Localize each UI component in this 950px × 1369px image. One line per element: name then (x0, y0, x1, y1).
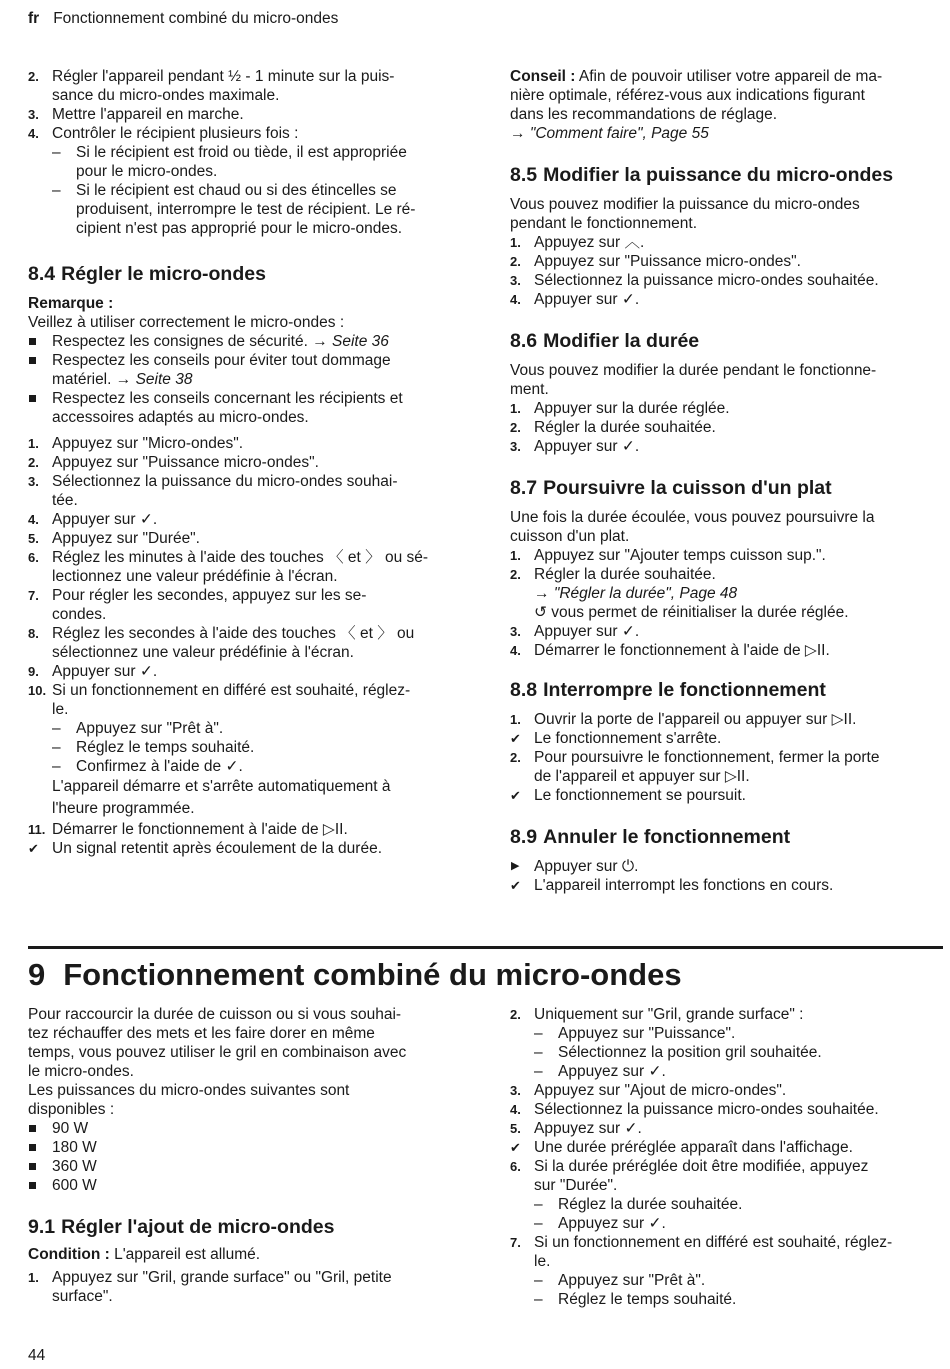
step-2: 2. Régler la durée souhaitée. → "Régler la durée", Page 48 ↺ vous permet de réinitialiser la durée réglée. (510, 566, 849, 621)
chevron-right-icon: 〉 (365, 549, 381, 566)
step-3: 3. Sélectionnez la puissance du micro-ondes souhai- tée. (28, 473, 398, 509)
step-7: 7. Si un fonctionnement en différé est souhaité, réglez- le. (510, 1234, 893, 1270)
result-item: ✔ L'appareil interrompt les fonctions en cours. (510, 877, 834, 894)
start-pause-icon: ▷II (322, 821, 344, 838)
header-title: Fonctionnement combiné du micro-ondes (53, 10, 339, 27)
start-pause-icon: ▷II (724, 768, 746, 785)
page-number: 44 (28, 1347, 46, 1364)
step-5: 5. Appuyez sur ✓. (510, 1120, 642, 1137)
page-header (28, 9, 338, 28)
step-2: 2. Régler la durée souhaitée. (510, 419, 716, 436)
check-icon: ✓ (139, 511, 153, 528)
chapter-divider (28, 946, 943, 949)
left-column (28, 67, 458, 858)
sub-item: – Appuyez sur "Puissance". (534, 1025, 736, 1042)
bullet-item: Respectez les conseils pour éviter tout dommage matériel. → Seite 38 (28, 351, 458, 389)
sub-item: – Réglez le temps souhaité. (52, 739, 255, 756)
reset-icon: ↺ (534, 604, 547, 621)
start-pause-icon: ▷II (804, 642, 826, 659)
check-icon: ✓ (225, 758, 239, 775)
step-4: 4. Appuyer sur ✓. (510, 291, 640, 308)
tick-result-icon: ✔ (510, 1140, 521, 1155)
step-3: 3. Appuyer sur ✓. (510, 438, 640, 455)
square-bullet-icon (29, 395, 36, 402)
step-1: 1. Appuyez sur "Gril, grande surface" ou "Gril, petite surface". (28, 1269, 392, 1305)
right-column: Conseil : Afin de pouvoir utiliser votre appareil de ma- nière optimale, référez-vous aux indications figurant dans les recommandations de réglage. → "Comment faire", Page 55 8.5 Modifier la puissance du micro-ondes Vous pouvez modifier la puissance du micro-ondes pendant le fonctionnement. 1. Appuyez sur ︿. 2. Appuyez sur "Puissance micro-ondes". 3. Sélectionnez la puissance micro-ondes souhaitée. 4. Appuyer sur ✓. 8.6 Modifier la durée Vous pouvez modifier la durée pendant le fonctionne- ment. 1. Appuyer sur la durée réglée. 2. Régler la durée souhaitée. 3. Appuyer sur ✓. 8.7 Poursuivre la cuisson d'un plat Une fois la durée écoulée, vous pouvez poursuivre la cuisson d'un plat. 1. Appuyez sur "Ajouter temps cuisson sup.". 2. Régler la durée souhaitée. → "Régler la durée", Page 48 ↺ vous permet de réinitialiser la durée réglée. 3. Appuyer sur ✓. 4. Démarrer le fonctionnement à l'aide de ▷II. 8.8 Interrompre le fonctionnement 1. Ouvrir la porte de l'appareil ou appuyer sur ▷II. ✔ Le fonctionnement s'arrête. 2. Pour poursuivre le fonctionnement, fermer la porte de l'appareil et appuyer sur ▷II. ✔ Le fonctionnement se poursuit. 8.9 Annuler le fonctionnement ▶ Appuyer sur ⏻. ✔ L'appareil interrompt les fonctions en cours. (510, 67, 930, 895)
sub-item: – Si le récipient est froid ou tiède, il est appropriée pour le micro-ondes. (52, 144, 407, 180)
section-heading-8-5: 8.5 Modifier la puissance du micro-ondes (510, 164, 894, 186)
tick-result-icon: ✔ (510, 731, 521, 746)
sub-item: – Sélectionnez la position gril souhaitée. (534, 1044, 822, 1061)
square-bullet-icon (29, 338, 36, 345)
power-icon: ⏻ (621, 858, 635, 875)
step-2: 2. Appuyez sur "Puissance micro-ondes". (510, 253, 801, 270)
step-8: 8. Réglez les secondes à l'aide des touches 〈 et 〉 ou sélectionnez une valeur prédéfinie à l'écran. (28, 625, 415, 661)
step-3: 3. Appuyez sur "Ajout de micro-ondes". (510, 1082, 787, 1099)
cross-reference-link[interactable]: "Comment faire", Page 55 (529, 125, 709, 142)
check-icon: ✓ (621, 623, 635, 640)
square-bullet-icon (29, 357, 36, 364)
square-bullet-icon (29, 1182, 36, 1189)
arrow-right-icon: → (534, 585, 554, 602)
start-pause-icon: ▷II (831, 711, 853, 728)
step-2: 2. Régler l'appareil pendant ½ - 1 minute sur la puis- sance du micro-ondes maximale. (28, 68, 395, 104)
result-item: ✔ Une durée préréglée apparaît dans l'affichage. (510, 1139, 853, 1156)
check-icon: ✓ (624, 1120, 638, 1137)
section-heading-8-7: 8.7 Poursuivre la cuisson d'un plat (510, 477, 832, 499)
step-2: 2. Uniquement sur "Gril, grande surface" : (510, 1006, 804, 1023)
step-4: 4. Démarrer le fonctionnement à l'aide de ▷II. (510, 642, 830, 659)
square-bullet-icon (29, 1163, 36, 1170)
step-4: 4. Appuyer sur ✓. (28, 511, 158, 528)
action-item: ▶ Appuyer sur ⏻. (511, 858, 639, 875)
check-icon: ✓ (621, 438, 635, 455)
section-heading-8-9: 8.9 Annuler le fonctionnement (510, 826, 791, 848)
step-6: 6. Si la durée préréglée doit être modifiée, appuyez sur "Durée". (510, 1158, 869, 1194)
sub-item: – Réglez le temps souhaité. (534, 1291, 737, 1308)
check-icon: ✓ (648, 1215, 662, 1232)
result-item: ✔ Le fonctionnement se poursuit. (510, 787, 746, 804)
chevron-left-icon: 〈 (328, 549, 344, 566)
sub-item: – Appuyez sur "Prêt à". (52, 720, 224, 737)
step-11: 11. Démarrer le fonctionnement à l'aide de ▷II. (28, 821, 348, 838)
step-3: 3. Sélectionnez la puissance micro-ondes souhaitée. (510, 272, 879, 289)
chevron-up-icon: ︿ (624, 234, 640, 251)
step-2: 2. Pour poursuivre le fonctionnement, fermer la porte de l'appareil et appuyer sur ▷II. (510, 749, 880, 785)
tick-result-icon: ✔ (510, 878, 521, 893)
chevron-right-icon: 〉 (377, 625, 393, 642)
sub-item: – Si le récipient est chaud ou si des étincelles se produisent, interrompre le test de récipient. Le ré- cipient n'est pas approprié pour le micro-ondes. (52, 182, 416, 237)
condition-label: Condition : (28, 1246, 110, 1263)
power-item: 90 W (28, 1119, 458, 1138)
chapter-heading: 9 Fonctionnement combiné du micro-ondes (28, 957, 682, 992)
step-9: 9. Appuyer sur ✓. (28, 663, 158, 680)
bullet-item: Respectez les consignes de sécurité. → Seite 36 (28, 332, 458, 351)
step-7: 7. Pour régler les secondes, appuyez sur les se- condes. (28, 587, 367, 623)
arrow-right-icon: → (115, 371, 136, 388)
check-icon: ✓ (621, 291, 635, 308)
note-text: L'appareil démarre et s'arrête automatiquement à l'heure programmée. (52, 778, 391, 817)
result-item: ✔ Un signal retentit après écoulement de la durée. (28, 840, 383, 857)
action-triangle-icon: ▶ (511, 860, 520, 872)
power-item: 180 W (28, 1138, 458, 1157)
sub-item: – Appuyez sur "Prêt à". (534, 1272, 706, 1289)
cross-reference-link[interactable]: Seite 36 (332, 333, 389, 350)
square-bullet-icon (29, 1125, 36, 1132)
step-1: 1. Appuyer sur la durée réglée. (510, 400, 730, 417)
step-1: 1. Appuyez sur "Micro-ondes". (28, 435, 244, 452)
tick-result-icon: ✔ (28, 841, 39, 856)
cross-reference-link[interactable]: "Régler la durée", Page 48 (553, 585, 738, 602)
step-1: 1. Appuyez sur ︿. (510, 234, 645, 251)
remark-text: Veillez à utiliser correctement le micro-ondes : (28, 314, 345, 331)
remark-label: Remarque : (28, 295, 114, 312)
step-6: 6. Réglez les minutes à l'aide des touches 〈 et 〉 ou sé- lectionnez une valeur prédéfinie à l'écran. (28, 549, 429, 585)
sub-item: – Appuyez sur ✓. (534, 1215, 666, 1232)
power-item: 360 W (28, 1157, 458, 1176)
step-1: 1. Ouvrir la porte de l'appareil ou appuyer sur ▷II. (510, 711, 857, 728)
language-label: fr (28, 10, 40, 27)
section-heading-8-4: 8.4 Régler le micro-ondes (28, 263, 266, 285)
section-heading-8-8: 8.8 Interrompre le fonctionnement (510, 679, 826, 701)
section-heading-8-6: 8.6 Modifier la durée (510, 330, 700, 352)
chapter9-right-column (510, 1005, 930, 1309)
cross-reference-link[interactable]: Seite 38 (135, 371, 193, 388)
power-item: 600 W (28, 1176, 458, 1195)
tip-label: Conseil : (510, 68, 576, 85)
check-icon: ✓ (648, 1063, 662, 1080)
step-4: 4. Contrôler le récipient plusieurs fois : (28, 125, 299, 142)
arrow-right-icon: → (312, 333, 333, 350)
sub-item: – Confirmez à l'aide de ✓. (52, 758, 243, 775)
step-3: 3. Mettre l'appareil en marche. (28, 106, 244, 123)
result-item: ✔ Le fonctionnement s'arrête. (510, 730, 722, 747)
chevron-left-icon: 〈 (340, 625, 356, 642)
tick-result-icon: ✔ (510, 788, 521, 803)
step-5: 5. Appuyez sur "Durée". (28, 530, 200, 547)
step-1: 1. Appuyez sur "Ajouter temps cuisson sup.". (510, 547, 826, 564)
arrow-right-icon: → (510, 125, 530, 142)
step-4: 4. Sélectionnez la puissance micro-ondes souhaitée. (510, 1101, 879, 1118)
step-3: 3. Appuyer sur ✓. (510, 623, 640, 640)
chapter9-left-column: Pour raccourcir la durée de cuisson ou si vous souhai- tez réchauffer des mets et les faire dorer en même temps, vous pouvez utiliser le gril en combinaison avec le micro-ondes. Les puissances du micro-ondes suivantes sont disponibles : 90 W 180 W 360 W 600 W 9.1 Régler l'ajout de micro-ondes Condition : L'appareil est allumé. 1. Appuyez sur "Gril, grande surface" ou "Gril, petite surface". (28, 1005, 458, 1306)
section-heading-9-1: 9.1 Régler l'ajout de micro-ondes (28, 1216, 335, 1238)
bullet-item: Respectez les conseils concernant les récipients et accessoires adaptés au micro-ondes. (28, 389, 458, 427)
sub-item: – Réglez la durée souhaitée. (534, 1196, 743, 1213)
step-10: 10. Si un fonctionnement en différé est souhaité, réglez- le. (28, 682, 411, 718)
step-2: 2. Appuyez sur "Puissance micro-ondes". (28, 454, 319, 471)
check-icon: ✓ (139, 663, 153, 680)
square-bullet-icon (29, 1144, 36, 1151)
sub-item: – Appuyez sur ✓. (534, 1063, 666, 1080)
